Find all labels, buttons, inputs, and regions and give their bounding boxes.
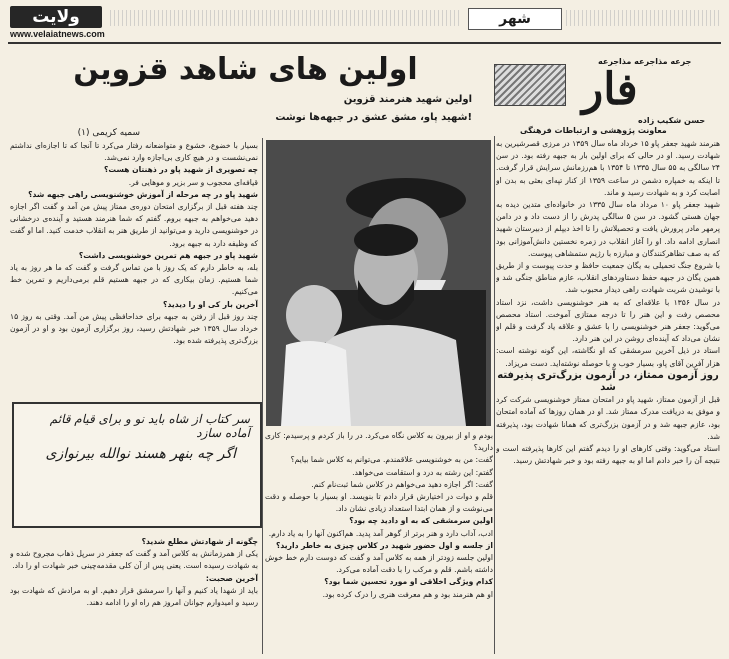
- paragraph: هنرمند شهید جعفر پاو ۱۵ خرداد ماه سال ۱۳۵۹ در مرزی قصرشیرین به شهادت رسید. او در حالی که برای اولین بار به جبهه رفته بود. در سن ۲۴ سالگی به ۵۵ سال ۱۳۳۵ تا ۱۳۵۴ با هم‌رزمانش سرایش قرار گرفت. تا اینکه به خمپاره دشمن در ساعت ۱۳۵۹ از کنار تپه‌ای بعثی به بدن او اصابت کرد و به شهادت رسید و ماند.: [496, 139, 720, 197]
- masthead: [0, 0, 729, 40]
- paragraph: او هم هنرمند بود و هم معرفت هنری را درک کرده بود.: [322, 589, 493, 599]
- paragraph: قبل از آزمون ممتاز، شهید پاو در امتحان ممتاز خوشنویسی شرکت کرد و موفق به دریافت مدرک ممتاز شد. او در همان روزها که آماده امتحان بود، عازم جبهه شد و در آزمون بزرگ‌تری که همانا شهادت بود، پذیرفته شد.: [496, 395, 720, 441]
- right-column: [496, 138, 720, 652]
- left-column: [10, 140, 258, 396]
- paragraph: چند هفته قبل از برگزاری امتحان دوره‌ی ممتاز پیش من آمد و گفت اگر اجازه دهید می‌خواهم به جبهه بروم. گفتم که شما هنرمند هستید و آینده‌ی درخشانی در خوشنویسی دارید و می‌توانید از طریق هنر به انقلاب خدمت کنید. اما او گفت که وظیفه دارد به جبهه برود.: [10, 202, 258, 248]
- paragraph: با شروع جنگ تحمیلی به یگان جمعیت حافظ و حدت پیوست و از طریق همین یگان در جبهه حفظ دستاوردهای انقلاب، عازم مناطق جنگی شد و با نوشیدن شربت شهادت راهی دیدار محبوب شد.: [496, 261, 720, 295]
- header-divider: [8, 42, 721, 44]
- paragraph: باید از شهدا یاد کنیم و آنها را سرمشق قرار دهیم. او به مرادش که شهادت بود رسید و امیدوارم جوانان امروز هم راه او را ادامه دهند.: [10, 585, 258, 608]
- paragraph: گفت: اگر اجازه دهید می‌خواهم در کلاس شما ثبت‌نام کنم.: [311, 479, 493, 489]
- interview-question: چه تصویری از شهید پاو در ذهنتان هست؟: [104, 165, 258, 175]
- far-logo: فار: [582, 64, 638, 115]
- calligraphy-line-1: سر کتاب از شاه باید نو و برای قیام قائم آماده سازد: [49, 412, 250, 440]
- left-bottom-column: [10, 536, 258, 654]
- interview-question: شهید پاو در چه مرحله از آموزش خوشنویسی راهی جبهه شد؟: [28, 189, 258, 199]
- interview-question: چگونه از شهادتش مطلع شدید؟: [141, 537, 258, 546]
- paragraph: بله، به خاطر دارم که یک روز با من تماس گرفت و گفت که ما هر روز به یاد شما هستیم. زمان بیکاری که در جبهه هستیم قلم برمی‌داریم و تمرین خط می‌کنیم.: [10, 263, 258, 297]
- interview-question: آخرین بار کی او را دیدید؟: [163, 299, 258, 309]
- paragraph: شهید جعفر پاو ۱۰ مرداد ماه سال ۱۳۳۵ در خانواده‌ای متدین دیده به جهان هستی گشود. در سن ۵ سالگی پدرش را از دست داد و در دامن پرمهر مادر پرورش یافت و تحصیلاتش را تا اخذ دیپلم از دبیرستان شهید انصاری ادامه داد. او را آغاز انقلاب در زمره نخستین دانش‌آموزانی بود که به صف تظاهرکنندگان و مبارزه با رژیم ستمشاهی پیوست.: [496, 200, 720, 258]
- column-divider: [262, 138, 263, 654]
- paragraph: استاد می‌گوید: وقتی کارهای او را دیدم گفتم این کارها پذیرفته است و نتیجه آن را خبر دادم اما او به جبهه رفته بود و خبر شهادتش رسید.: [496, 444, 720, 466]
- emblem-icon: [494, 64, 566, 106]
- paragraph: استاد در ذیل آخرین سرمشقی که او نگاشته، این گونه نوشته است: هزار آفرین آقای پاو، بسیار خوب و با حوصله نوشته‌اید. دست مریزاد.: [496, 346, 720, 368]
- paragraph: بسیار با خضوع، خشوع و متواضعانه رفتار می‌کرد تا آنجا که تا اجازه‌ای نداشتم نمی‌نشست و در هیچ کاری بی‌اجازه وارد نمی‌شد.: [10, 141, 258, 163]
- paragraph: گفت: من به خوشنویسی علاقمندم. می‌توانم به کلاس شما بیایم؟: [290, 455, 493, 465]
- paragraph: یکی از همرزمانش به کلاس آمد و گفت که جعفر در سرپل ذهاب مجروح شده و به شهادت رسیده است. یعنی پس از آن کلی مقدمه‌چینی خبر شهادت او را داد.: [10, 549, 258, 571]
- column-divider: [494, 136, 495, 654]
- paragraph: قلم و دوات در اختیارش قرار دادم تا بنویسد. او بسیار با حوصله و دقت می‌نوشت و از همان ابتدا استعداد زیادی نشان داد.: [265, 492, 493, 514]
- article-subtitle-2: شهید پاو، مشق عشق در جبهه‌ها نوشت!: [275, 112, 472, 123]
- far-subtitle: معاونت پژوهشی و ارتباطات فرهنگی: [520, 126, 667, 135]
- paragraph: بودم و او از بیرون به کلاس نگاه می‌کرد. در را باز کردم و پرسیدم: کاری دارید؟: [265, 431, 493, 453]
- interview-question: کدام ویژگی اخلاقی او مورد تحسین شما بود؟: [324, 577, 493, 587]
- middle-column: [265, 430, 493, 654]
- far-tagline: جرعه مذاجرعه مذاجرعه: [598, 57, 692, 66]
- article-subtitle-1: اولین شهید هنرمند قزوین: [343, 94, 472, 105]
- paragraph: قیافه‌ای محجوب و سر بزیر و موهایی فر.: [128, 177, 258, 187]
- martyr-photo: [266, 140, 491, 426]
- decorative-pattern: [110, 10, 460, 26]
- decorative-pattern-right: [566, 10, 721, 26]
- site-url[interactable]: www.velaiatnews.com: [10, 29, 105, 39]
- calligraphy-line-2: اگر چه بنهر هسند نوالله بیرنوازی: [45, 446, 236, 462]
- section-label: شهر: [468, 8, 562, 30]
- paragraph: در سال ۱۳۵۶ با علاقه‌ای که به هنر خوشنویسی داشت، نزد استاد محصص رفت و این هنر را تا درجه ممتازی آموخت. استاد محصص می‌گوید: جعفر هنر خوشنویسی را با عشق و علاقه یاد گرفت و قلم او نشان می‌داد که آینده‌ای روشن در این هنر دارد.: [496, 297, 720, 344]
- interview-question: از جلسه و اول حضور شهید در کلاس چیزی به خاطر دارید؟: [275, 540, 493, 550]
- paragraph: گفتم: این رشته به درد و استقامت می‌خواهد.: [352, 467, 493, 477]
- far-author: حسن شکیب زاده: [638, 116, 706, 125]
- paragraph: ادب، آداب دارد و هنر برتر از گوهر آمد پدید. هم‌اکنون آنها را به یاد دارم.: [268, 528, 493, 538]
- paragraph: چند روز قبل از رفتن به جبهه برای خداحافظی پیش من آمد. وقتی به روز ۱۵ خرداد سال ۱۳۵۹ خبر شهادتش رسید، روز برگزاری آزمون بود و او در آزمون بزرگ‌تری پذیرفته شده بود.: [10, 311, 258, 346]
- byline: سمیه کریمی (۱): [77, 128, 140, 138]
- interview-question: شهید پاو در جبهه هم تمرین خوشنویسی داشت؟: [78, 250, 258, 260]
- interview-question: آخرین صحبت:: [205, 573, 258, 583]
- interview-question: اولین سرمشقی که به او دادید چه بود؟: [349, 516, 493, 526]
- article-title: اولین های شاهد قزوین: [73, 52, 418, 87]
- section-heading: روز آزمون ممتاز، در آزمون بزرگ‌تری پذیرفته شد: [497, 369, 719, 394]
- paragraph: اولین جلسه زودتر از همه به کلاس آمد و گفت که دوست دارم خط خوش داشته باشم. قلم و مرکب را با دقت آماده می‌کرد.: [265, 553, 493, 575]
- brand-logo[interactable]: ولایت: [10, 6, 102, 28]
